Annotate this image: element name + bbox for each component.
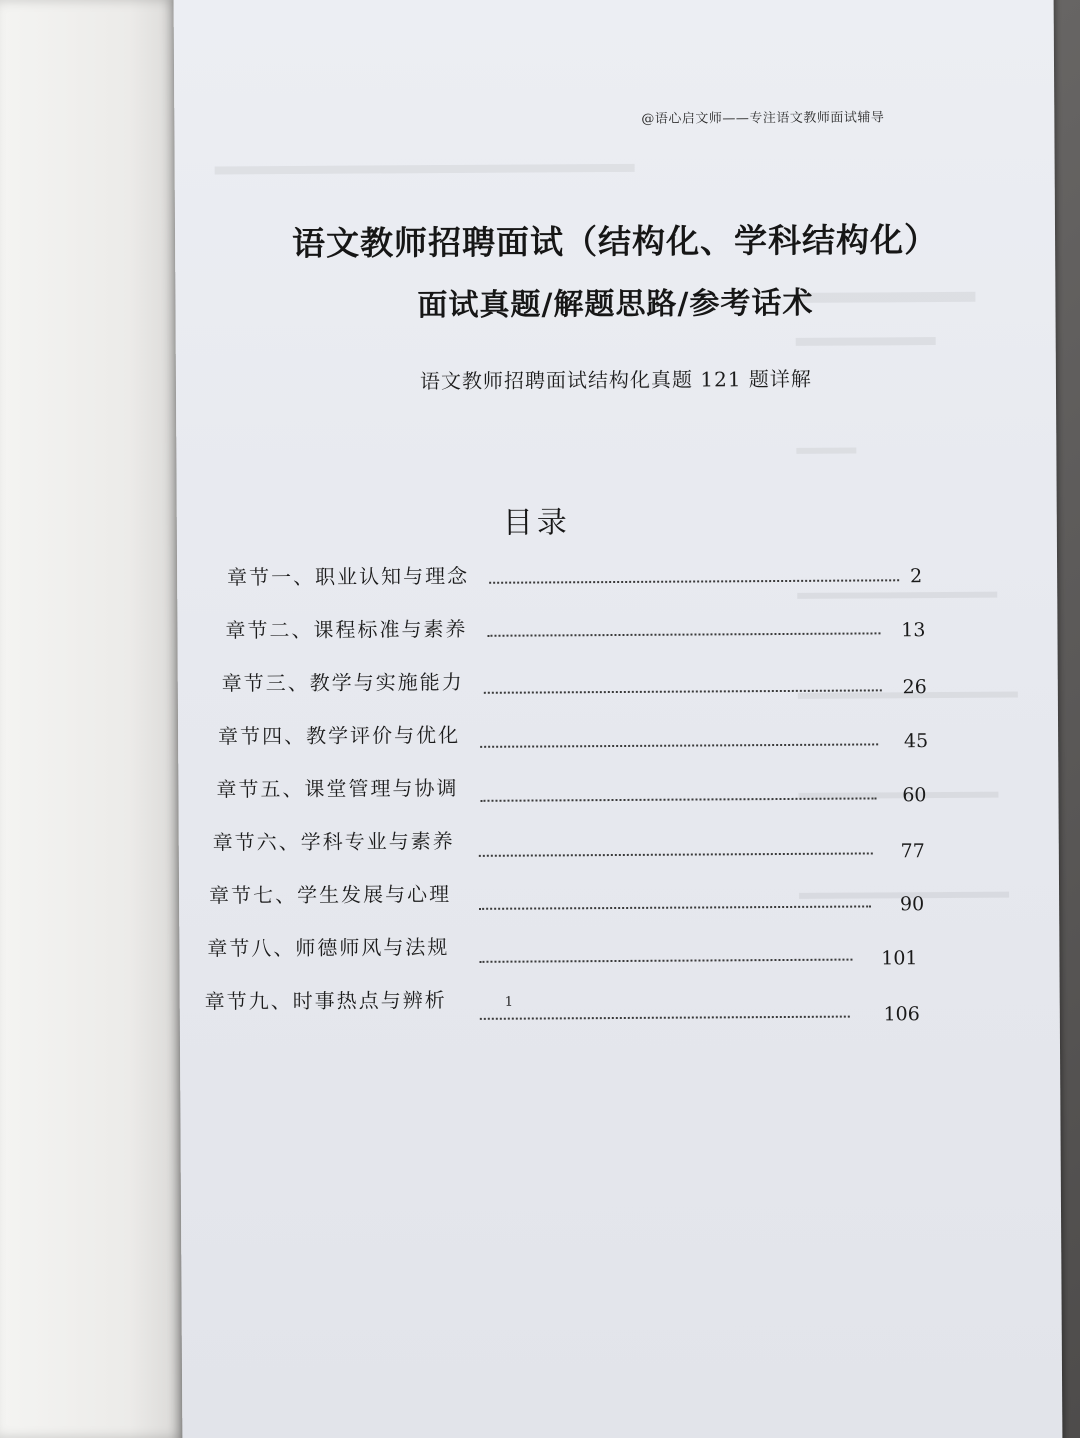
toc-entry-page: 13 (901, 619, 926, 642)
toc-entry (207, 928, 918, 985)
table-of-contents (197, 557, 929, 1038)
toc-leader-dots (479, 959, 852, 963)
toc-entry-label: 章节七、学生发展与心理 (208, 882, 452, 908)
toc-entry (216, 769, 927, 826)
toc-leader-dots (480, 1016, 850, 1020)
page-number: 1 (504, 994, 514, 1010)
toc-entry (208, 875, 925, 932)
toc-entry-label: 章节一、职业认知与理念 (227, 563, 470, 590)
document-subtitle: 面试真题/解题思路/参考话术 (417, 285, 814, 324)
toc-entry-page: 45 (903, 730, 929, 753)
toc-entry (221, 663, 927, 720)
toc-entry-page: 106 (883, 1003, 920, 1026)
document-page (174, 0, 1063, 1438)
toc-leader-dots (479, 905, 871, 909)
toc-leader-dots (480, 743, 878, 747)
toc-entry (225, 610, 925, 667)
toc-entry-label: 章节八、师德师风与法规 (207, 935, 450, 961)
toc-entry-label: 章节四、教学评价与优化 (218, 722, 461, 749)
toc-entry (212, 822, 925, 879)
toc-entry-page: 2 (909, 565, 923, 588)
toc-entry-label: 章节三、教学与实施能力 (221, 669, 464, 696)
toc-entry-label: 章节二、课程标准与素养 (225, 616, 468, 643)
toc-entry-page: 77 (900, 840, 925, 863)
document-title: 语文教师招聘面试（结构化、学科结构化） (291, 220, 939, 263)
left-blank-page (0, 0, 185, 1438)
toc-leader-dots (484, 689, 882, 693)
toc-leader-dots (480, 797, 876, 801)
toc-entry-page: 26 (902, 676, 927, 699)
toc-leader-dots (489, 579, 899, 584)
document-description: 语文教师招聘面试结构化真题 121 题详解 (419, 366, 812, 394)
toc-leader-dots (487, 632, 880, 636)
toc-entry-label: 章节五、课堂管理与协调 (216, 775, 459, 802)
toc-entry-page: 101 (881, 947, 918, 970)
toc-entry (204, 981, 920, 1038)
toc-entry (227, 557, 927, 614)
toc-entry-label: 章节九、时事热点与辨析 (204, 988, 447, 1014)
toc-entry (218, 716, 929, 773)
header-note: @语心启文师——专注语文教师面试辅导 (641, 110, 885, 127)
toc-leader-dots (479, 852, 873, 856)
toc-entry-page: 60 (902, 784, 927, 807)
toc-heading: 目录 (502, 505, 571, 541)
toc-entry-label: 章节六、学科专业与素养 (212, 828, 455, 855)
toc-entry-page: 90 (899, 893, 925, 916)
